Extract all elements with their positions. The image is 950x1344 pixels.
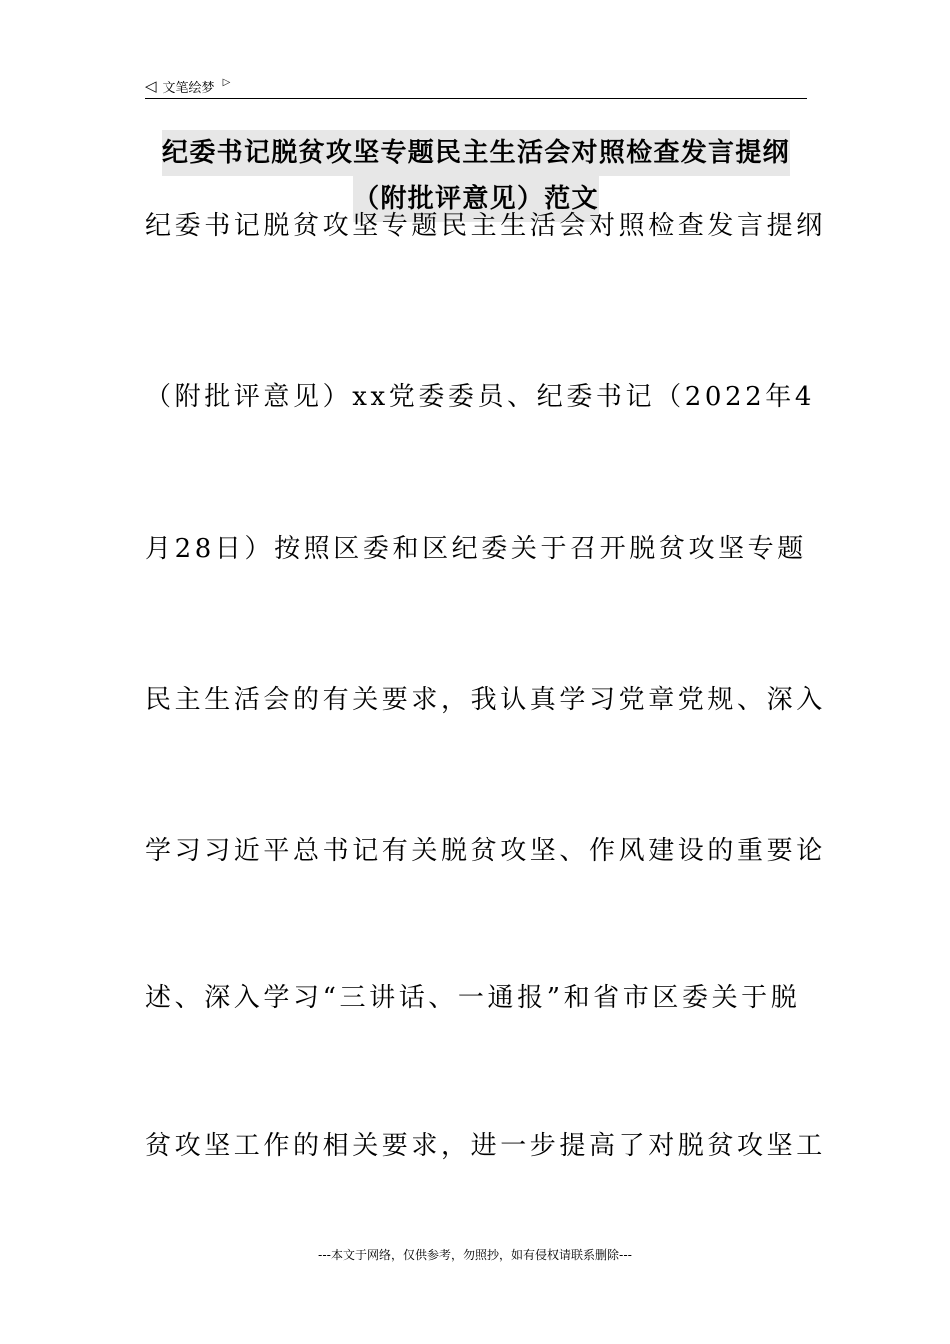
body-line-4: 民主生活会的有关要求，我认真学习党章党规、深入 (145, 685, 826, 715)
body-line-1: 纪委书记脱贫攻坚专题民主生活会对照检查发言提纲 (145, 211, 826, 241)
body-line-7: 贫攻坚工作的相关要求，进一步提高了对脱贫攻坚工 (145, 1131, 826, 1161)
body-line-6: 述、深入学习“三讲话、一通报”和省市区委关于脱 (145, 983, 801, 1013)
body-line-5: 学习习近平总书记有关脱贫攻坚、作风建设的重要论 (145, 836, 826, 866)
title-line-2: （附批评意见）范文 (353, 176, 599, 222)
body-line-3: 月28日）按照区委和区纪委关于召开脱贫攻坚专题 (145, 534, 807, 564)
body-line-2: （附批评意见）xx党委委员、纪委书记（2022年4 (145, 382, 816, 412)
title-line-1: 纪委书记脱贫攻坚专题民主生活会对照检查发言提纲 (162, 130, 790, 176)
header-divider (145, 98, 807, 99)
header-label: 文笔绘梦 (162, 80, 215, 96)
triangle-right-icon: ▷ (222, 77, 231, 88)
triangle-left-icon: ◁ (145, 76, 157, 95)
page-header (145, 74, 807, 98)
disclaimer-footer: ---本文于网络，仅供参考，勿照抄，如有侵权请联系删除--- (318, 1248, 632, 1262)
